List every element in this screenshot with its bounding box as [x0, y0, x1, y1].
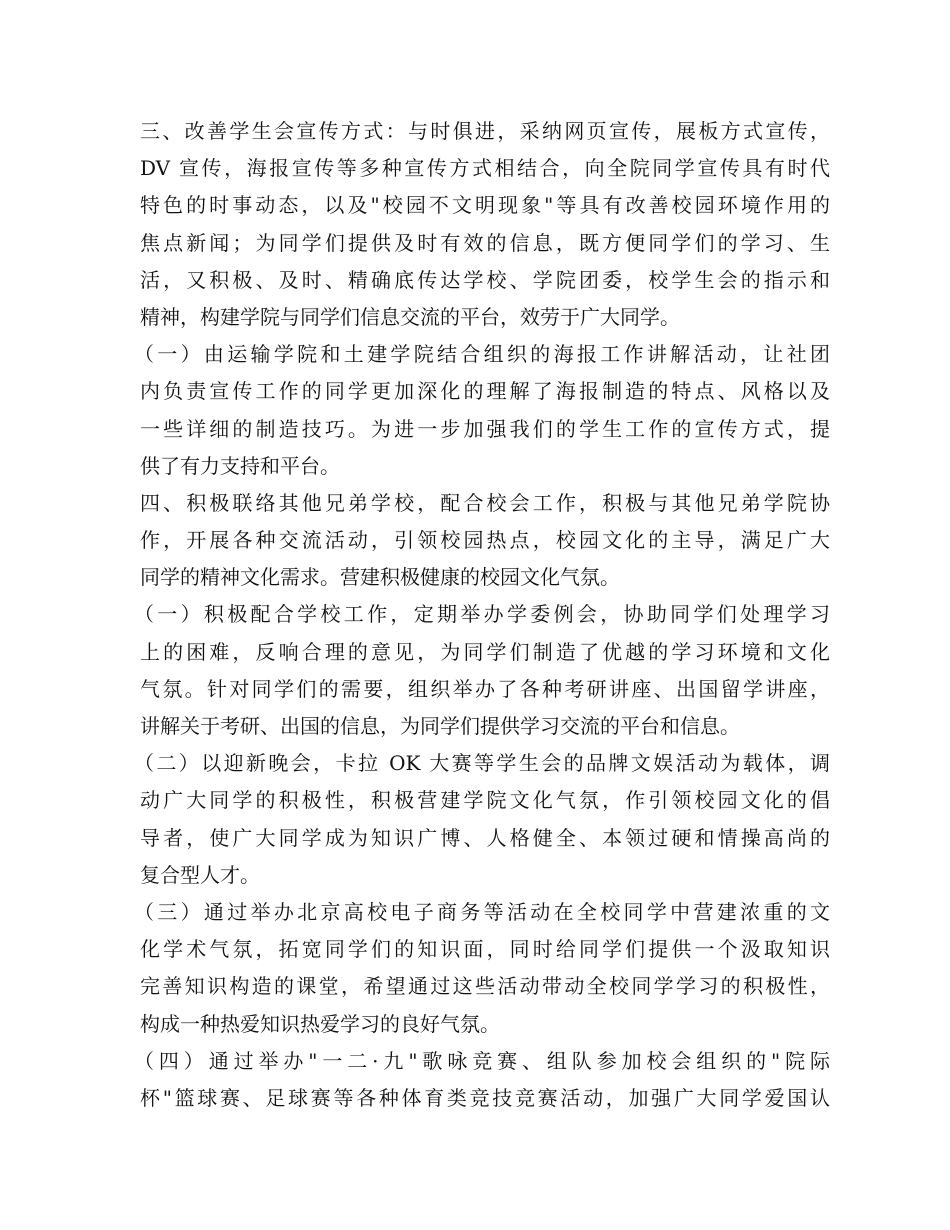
- text-line: 导者，使广大同学成为知识广博、人格健全、本领过硬和情操高尚的: [140, 825, 830, 850]
- text-line: 精神，构建学院与同学们信息交流的平台，效劳于广大同学。: [140, 304, 680, 329]
- text-line: 完善知识构造的课堂，希望通过这些活动带动全校同学学习的积极性，: [140, 974, 830, 999]
- text-line: 作，开展各种交流活动，引领校园热点，校园文化的主导，满足广大: [140, 528, 830, 553]
- text-line: 气氛。针对同学们的需要，组织举办了各种考研讲座、出国留学讲座，: [140, 676, 830, 701]
- document-body: [134, 113, 830, 1117]
- text-line: 同学的精神文化需求。营建积极健康的校园文化气氛。: [140, 565, 620, 590]
- text-line: 焦点新闻；为同学们提供及时有效的信息，既方便同学们的学习、生: [140, 230, 830, 255]
- text-line: 上的困难，反响合理的意见，为同学们制造了优越的学习环境和文化: [140, 639, 830, 664]
- text-line: 讲解关于考研、出国的信息，为同学们提供学习交流的平台和信息。: [140, 714, 740, 738]
- text-line: 复合型人才。: [140, 862, 260, 887]
- text-line: 三、改善学生会宣传方式：与时俱进，采纳网页宣传，展板方式宣传，: [140, 119, 830, 143]
- text-line: DV 宣传，海报宣传等多种宣传方式相结合，向全院同学宣传具有时代: [140, 156, 830, 181]
- text-line: 杯"篮球赛、足球赛等各种体育类竞技竞赛活动，加强广大同学爱国认: [140, 1085, 830, 1110]
- text-line: （二）以迎新晚会，卡拉 OK 大赛等学生会的品牌文娱活动为载体，调: [134, 751, 830, 776]
- text-line: （一）积极配合学校工作，定期举办学委例会，协助同学们处理学习: [134, 602, 830, 627]
- text-line: 一些详细的制造技巧。为进一步加强我们的学生工作的宣传方式，提: [140, 416, 830, 441]
- text-line: 四、积极联络其他兄弟学校，配合校会工作，积极与其他兄弟学院协: [140, 490, 830, 515]
- text-line: 供了有力支持和平台。: [140, 453, 340, 478]
- text-line: 化学术气氛，拓宽同学们的知识面，同时给同学们提供一个汲取知识: [140, 937, 830, 962]
- text-line: （三）通过举办北京高校电子商务等活动在全校同学中营建浓重的文: [134, 899, 830, 924]
- text-line: 活，又积极、及时、精确底传达学校、学院团委，校学生会的指示和: [140, 267, 830, 292]
- text-line: 特色的时事动态，以及"校园不文明现象"等具有改善校园环境作用的: [140, 193, 830, 218]
- text-line: 构成一种热爱知识热爱学习的良好气氛。: [140, 1011, 500, 1036]
- text-line: 内负责宣传工作的同学更加深化的理解了海报制造的特点、风格以及: [140, 379, 830, 404]
- text-line: （一）由运输学院和土建学院结合组织的海报工作讲解活动，让社团: [134, 342, 830, 367]
- text-line: （四）通过举办"一二·九"歌咏竞赛、组队参加校会组织的"院际: [134, 1048, 830, 1073]
- text-line: 动广大同学的积极性，积极营建学院文化气氛，作引领校园文化的倡: [140, 788, 830, 813]
